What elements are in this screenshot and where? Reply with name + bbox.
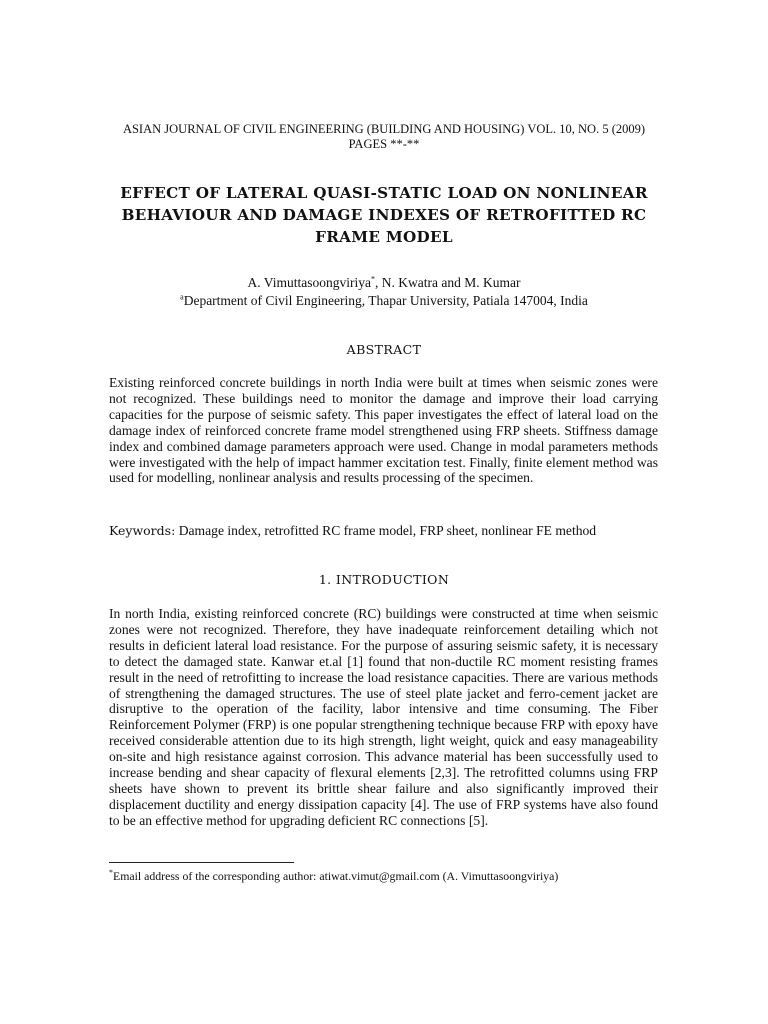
paper-title	[80, 182, 688, 248]
footnote-mark: *	[109, 868, 113, 878]
footnote	[109, 869, 709, 884]
introduction-heading: 1. INTRODUCTION	[318, 572, 450, 587]
introduction-text: In north India, existing reinforced concrete (RC) buildings were constructed at time when seismic zones were not recognized. Therefore, they have inadequate reinforcement detailing which not results in deficient lateral load resistance. For the purpose of assuring seismic safety, it is necessary to detect the damaged state. Kanwar et.al [1] found that non-ductile RC moment resisting frames result in the need of retrofitting to increase the load resistance capacities. There are various methods of strengthening the damaged structures. The use of steel plate jacket and ferro-cement jacket are disruptive to the operation of the facility, labor intensive and time consuming. The Fiber Reinforcement Polymer (FRP) is one popular strengthening technique because FRP with epoxy have received considerable attention due to its high strength, light weight, quick and easy manageability on-site and high resistance against corrosion. This advance material has been successfully used to increase bending and shear capacity of flexural elements [2,3]. The retrofitted columns using FRP sheets have shown to prevent its brittle shear failure and also significantly improved their displacement ductility and energy dissipation capacity [4]. The use of FRP systems have also found to be an effective method for upgrading deficient RC connections [5].	[109, 606, 658, 828]
journal-line: ASIAN JOURNAL OF CIVIL ENGINEERING (BUILDING AND HOUSING) VOL. 10, NO. 5 (2009)	[122, 122, 646, 136]
affiliation-line	[60, 292, 708, 310]
author-mark: *	[370, 274, 375, 284]
affiliation: Department of Civil Engineering, Thapar University, Patiala 147004, India	[183, 293, 588, 308]
abstract-heading: ABSTRACT	[346, 342, 422, 357]
affiliation-mark: a	[180, 292, 184, 302]
author-others: , N. Kwatra and M. Kumar	[374, 275, 521, 290]
author-primary: A. Vimuttasoongviriya	[247, 275, 371, 290]
abstract-text: Existing reinforced concrete buildings in north India were built at times when seismic zones were not recognized. These buildings need to monitor the damage and improve their load carrying capacities for the purpose of seismic safety. This paper investigates the effect of lateral load on the damage index of reinforced concrete frame model strengthened using FRP sheets. Stiffness damage index and combined damage parameters approach were used. Change in modal parameters methods were investigated with the help of impact hammer excitation test. Finally, finite element method was used for modelling, nonlinear analysis and results processing of the specimen.	[109, 375, 658, 486]
footnote-divider	[109, 862, 294, 863]
title-line-1: EFFECT OF LATERAL QUASI-STATIC LOAD ON NONLINEAR	[120, 184, 648, 202]
keywords-label: Keywords:	[109, 523, 176, 538]
title-line-2: BEHAVIOUR AND DAMAGE INDEXES OF RETROFITTED RC	[121, 206, 647, 224]
keywords-text: Damage index, retrofitted RC frame model, FRP sheet, nonlinear FE method	[175, 523, 597, 538]
pages-line: PAGES **-**	[348, 137, 420, 151]
keywords-line	[109, 523, 669, 539]
author-block	[60, 274, 708, 310]
title-line-3: FRAME MODEL	[315, 228, 453, 246]
footnote-text: Email address of the corresponding author: atiwat.vimut@gmail.com (A. Vimuttasoongviriya)	[113, 869, 559, 883]
author-line	[60, 274, 708, 292]
journal-header	[60, 122, 708, 152]
